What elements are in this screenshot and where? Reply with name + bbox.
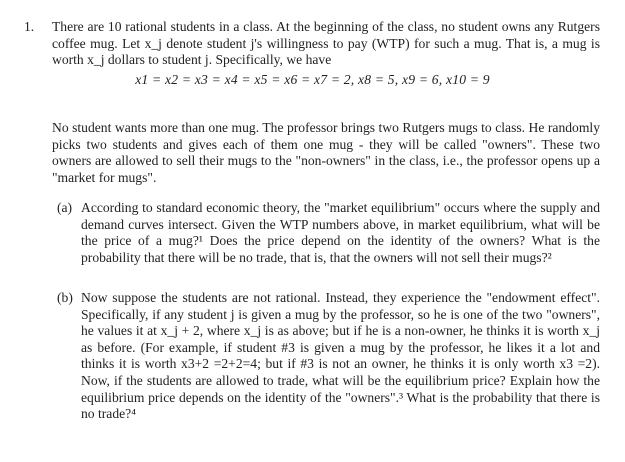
part-b-label: (b) [57,290,73,305]
part-a-text: According to standard economic theory, the "market equilibrium" occurs where the supply and demand curves intersect. Given the WTP numbers above, in market equilibrium, what will be the price of a mug?¹ Does the price depend on the identity of the owners? What is the probability that there will be no trade, that is, that the owners will not sell their mugs?² [81,200,600,265]
question-number: 1. [24,19,35,34]
question-intro [24,19,600,69]
part-b-text: Now suppose the students are not rational. Instead, they experience the "endowment effect". Specifically, if any student j is given a mug by the professor, so he is one of the two "owners", he values it at x_j + 2, where x_j is as above; but if he is a non-owner, he thinks it is worth x_j as before. (For example, if student #3 is given a mug by the professor, he likes it a lot and thinks it is worth x3+2 =2+2=4; but if #3 is not an owner, he thinks it is only worth x3 =2). Now, if the students are allowed to trade, what will be the equilibrium price? Explain how the equilibrium price depends on the identity of the "owners".³ What is the probability that there is no trade?⁴ [81,290,600,422]
part-b [57,290,600,423]
part-a [57,200,600,266]
market-paragraph: No student wants more than one mug. The professor brings two Rutgers mugs to class. He randomly picks two students and gives each of them one mug - they will be called "owners". These two owners are allowed to sell their mugs to the "non-owners" in the class, i.e., the professor opens up a "market for mugs". [52,120,600,185]
wtp-equation: x1 = x2 = x3 = x4 = x5 = x6 = x7 = 2, x8 = 5, x9 = 6, x10 = 9 [135,72,490,87]
part-a-label: (a) [57,200,73,215]
intro-paragraph: There are 10 rational students in a class. At the beginning of the class, no student owns any Rutgers coffee mug. Let x_j denote student j's willingness to pay (WTP) for such a mug. That is, a mug is worth x_j dollars to student j. Specifically, we have [52,19,600,68]
